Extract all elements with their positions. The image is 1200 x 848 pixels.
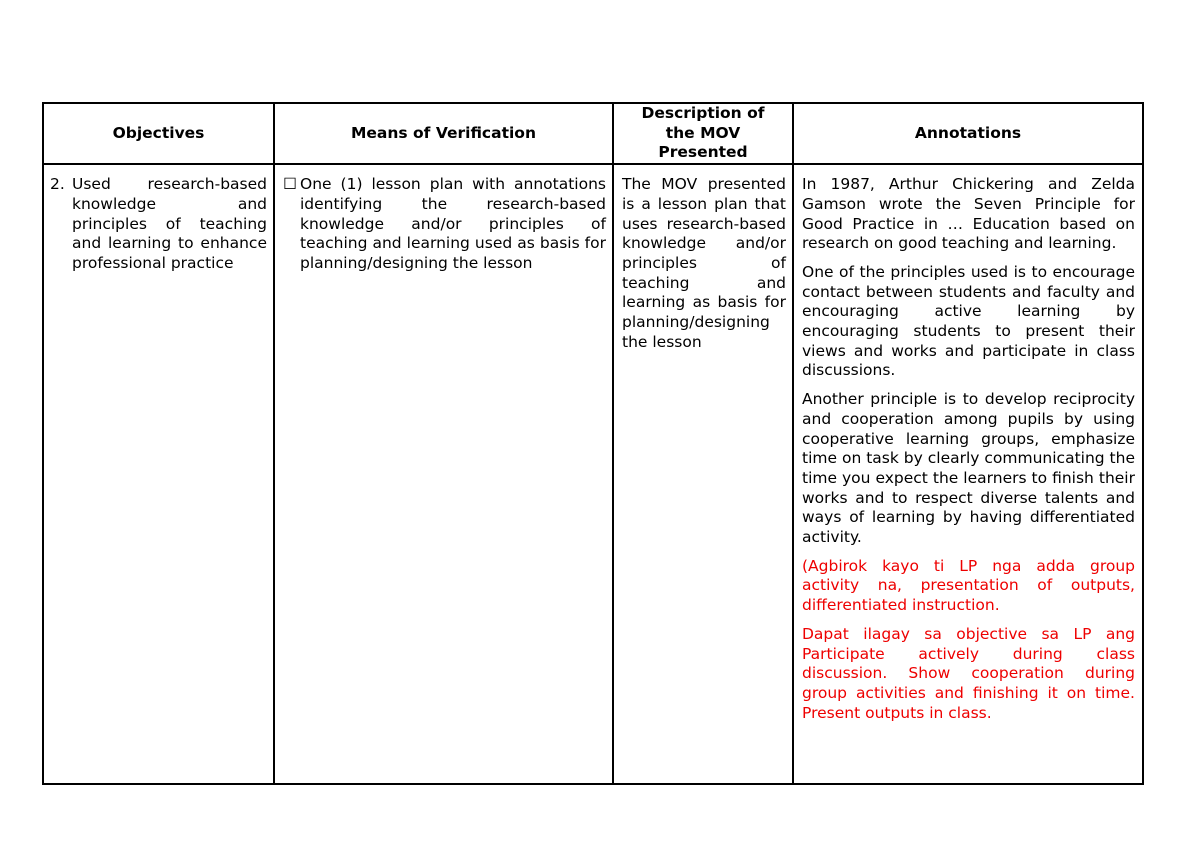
header-row	[43, 103, 1143, 164]
annotations-cell	[793, 164, 1143, 784]
annotation-paragraph-2: One of the principles used is to encourage contact between students and faculty and encouraging active learning by encouraging students to present their views and works and participate in class discussions.	[802, 262, 1135, 380]
header-annotations: Annotations	[793, 103, 1143, 164]
annotation-note-1: (Agbirok kayo ti LP nga adda group activity na, presentation of outputs, differentiated instruction.	[802, 556, 1135, 615]
header-means-of-verification: Means of Verification	[274, 103, 613, 164]
mov-table	[42, 102, 1144, 785]
description-cell: The MOV presented is a lesson plan that uses research-based knowledge and/or principles of teaching and learning as basis for planning/designing the lesson	[613, 164, 793, 784]
checkbox-icon: ☐	[283, 175, 297, 194]
annotation-paragraph-3: Another principle is to develop reciprocity and cooperation among pupils by using cooperative learning groups, emphasize time on task by clearly communicating the time you expect the learners to finish their works and to respect diverse talents and ways of learning by having differentiated activity.	[802, 390, 1135, 547]
objective-cell	[43, 164, 274, 784]
means-text: One (1) lesson plan with annotations identifying the research-based knowledge and/or principles of teaching and learning used as basis for planning/designing the lesson	[300, 175, 606, 272]
objective-text: Used research-based knowledge and principles of teaching and learning to enhance professional practice	[72, 175, 267, 272]
annotation-note-2: Dapat ilagay sa objective sa LP ang Participate actively during class discussion. Show cooperation during group activities and finishing it on time. Present outputs in class.	[802, 624, 1135, 722]
header-description: Description of the MOV Presented	[613, 103, 793, 164]
header-objectives: Objectives	[43, 103, 274, 164]
annotation-paragraph-1: In 1987, Arthur Chickering and Zelda Gamson wrote the Seven Principle for Good Practice in … Education based on research on good teaching and learning.	[802, 175, 1135, 253]
table-row	[43, 164, 1143, 784]
means-cell	[274, 164, 613, 784]
objective-number: 2.	[50, 175, 65, 194]
